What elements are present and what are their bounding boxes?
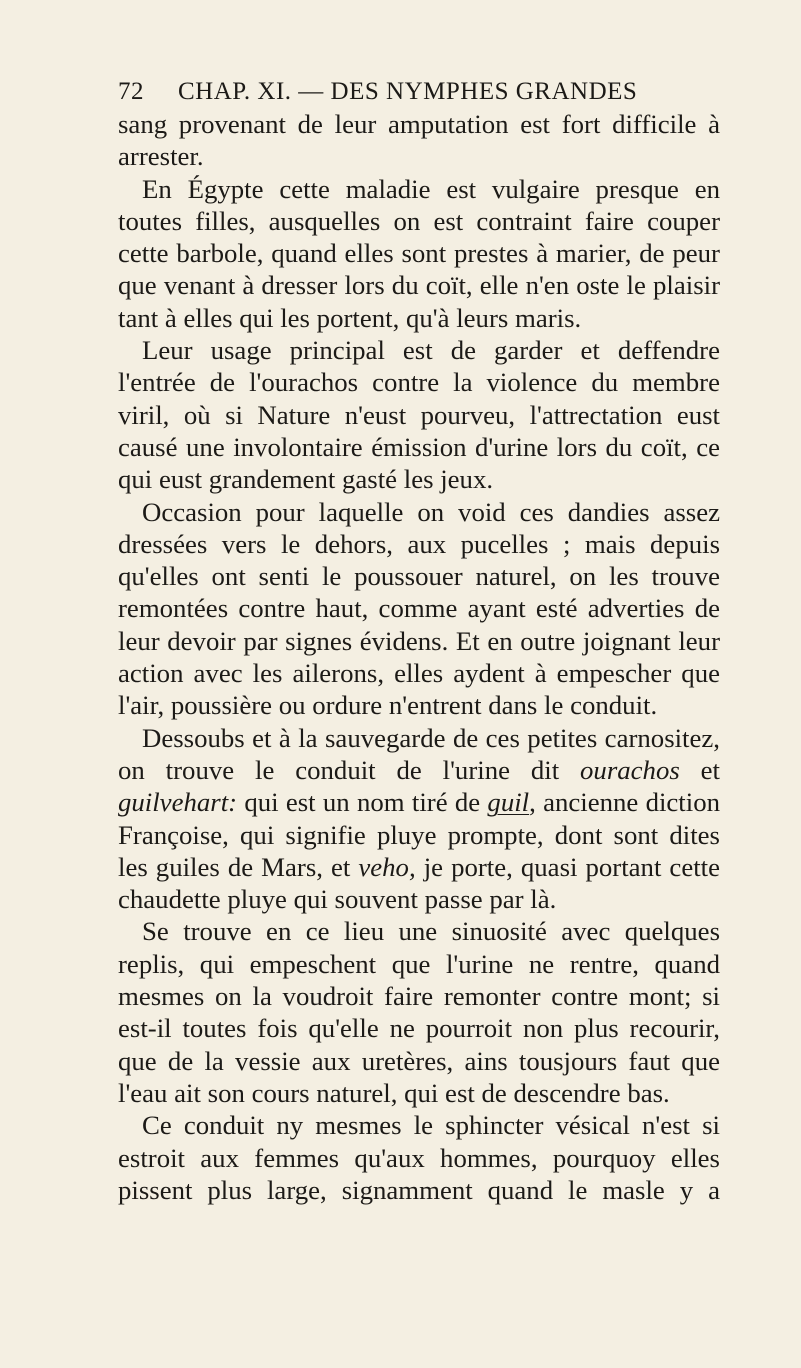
paragraph-continuation: sang provenant de leur amputation est fort difficile à arrester. [118,109,720,172]
term-veho: veho, [358,851,416,882]
paragraph: Ce conduit ny mesmes le sphincter vésical n'est si estroit aux femmes qu'aux hommes, pourquoy elles pissent plus large, signamment quand le masle y a [118,1110,720,1205]
term-guilvehart: guilvehart: [118,787,238,818]
running-title: CHAP. XI. — DES NYMPHES GRANDES [178,78,638,105]
paragraph: Dessoubs et à la sauvegarde de ces petites carnositez, on trouve le conduit de l'urine dit ourachos et guilvehart: qui est un nom tiré de guil, ancienne diction Françoise, qui signifie pluye prompte, dont sont dites les guiles de Mars, et veho, je porte, quasi portant cette chaudette pluye qui souvent passe par là. [118,722,720,915]
page-number: 72 [118,78,144,105]
paragraph: Occasion pour laquelle on void ces dandies assez dressées vers le dehors, aux pucelles ; mais depuis qu'elles ont senti le poussouer naturel, on les trouve remontées contre haut, comme ayant esté adverties de leur devoir par signes évidens. Et en outre joignant leur action avec les ailerons, elles aydent à empescher que l'air, poussière ou ordure n'entrent dans le conduit. [118,496,720,721]
paragraph: Leur usage principal est de garder et deffendre l'entrée de l'ourachos contre la violence du membre viril, où si Nature n'eust pourveu, l'attrectation eust causé une involontaire émission d'urine lors du coït, ce qui eust grandement gasté les jeux. [118,335,720,495]
running-header [118,78,718,106]
term-ourachos: ourachos [580,754,680,785]
paragraph: En Égypte cette maladie est vulgaire presque en toutes filles, ausquelles on est contraint faire couper cette barbole, quand elles sont prestes à marier, de peur que venant à dresser lors du coït, elle n'en oste le plaisir tant à elles qui les portent, qu'à leurs maris. [118,173,720,333]
term-guil: guil [487,787,530,818]
body-text [118,108,720,1206]
paragraph: Se trouve en ce lieu une sinuosité avec quelques replis, qui empeschent que l'urine ne rentre, quand mesmes on la voudroit faire remonter contre mont; si est-il toutes fois qu'elle ne pourroit non plus recourir, que de la vessie aux uretères, ains tousjours faut que l'eau ait son cours naturel, qui est de descendre bas. [118,916,720,1108]
